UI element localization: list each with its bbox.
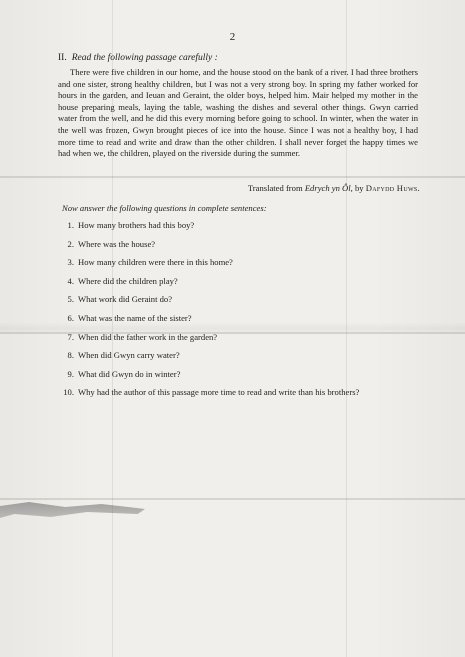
- fold-crease: [0, 498, 465, 500]
- reading-passage: There were five children in our home, and the house stood on the bank of a river. I had three brothers and one sister, strong healthy children, but I was not a very strong boy. In spring my father worked for hours in the garden, and Ieuan and Geraint, the older boys, helped him. Mair helped my mother in the house preparing meals, laying the table, washing the dishes and several other things. Gwyn carried water from the well, and he did this every morning before going to school. In winter, when the water in the well was frozen, Gwyn brought pieces of ice into the house. Since I was not a healthy boy, I had more time to read and write and draw than the other children. I shall never forget the happy times we had when we, the children, played on the riverside during the summer.: [58, 67, 418, 159]
- question-text: How many children were there in this home?: [78, 257, 233, 268]
- question-text: When did Gwyn carry water?: [78, 350, 180, 361]
- question-item: [60, 276, 440, 295]
- fold-crease: [0, 176, 465, 178]
- question-text: When did the father work in the garden?: [78, 331, 218, 342]
- question-item: [60, 369, 440, 388]
- question-number: 5.: [67, 294, 74, 305]
- question-text: Where was the house?: [78, 238, 156, 249]
- question-text: What did Gwyn do in winter?: [78, 368, 181, 379]
- question-number: 3.: [67, 257, 74, 268]
- question-text: Why had the author of this passage more time to read and write than his brothers?: [78, 387, 360, 398]
- question-number: 10.: [63, 387, 74, 398]
- question-item: [60, 220, 440, 239]
- instructions: Now answer the following questions in complete sentences:: [62, 203, 267, 213]
- page-number: 2: [229, 31, 236, 43]
- question-number: 1.: [67, 220, 74, 230]
- question-text: What was the name of the sister?: [78, 312, 192, 323]
- reading-section: [58, 53, 418, 160]
- question-number: 2.: [67, 238, 74, 249]
- question-item: [60, 257, 440, 276]
- question-text: Where did the children play?: [78, 275, 178, 286]
- question-item: [60, 294, 440, 313]
- question-list: [60, 220, 440, 406]
- question-number: 4.: [67, 275, 74, 286]
- question-item: [60, 350, 440, 369]
- question-item: [60, 387, 440, 406]
- attribution-author: Dafydd Huws.: [365, 183, 420, 193]
- attribution-by: by: [354, 183, 364, 193]
- question-text: What work did Geraint do?: [78, 294, 173, 305]
- question-number: 6.: [67, 312, 74, 323]
- question-item: [60, 313, 440, 332]
- question-number: 9.: [67, 368, 74, 379]
- attribution: [248, 183, 420, 193]
- question-text: How many brothers had this boy?: [78, 220, 195, 230]
- section-number: II.: [58, 53, 67, 63]
- question-item: [60, 332, 440, 351]
- attribution-source: Edrych yn Ôl,: [304, 183, 353, 193]
- section-heading: [58, 53, 418, 63]
- question-item: [60, 239, 440, 258]
- attribution-prefix: Translated from: [247, 183, 303, 193]
- question-number: 7.: [67, 331, 74, 342]
- section-title: Read the following passage carefully :: [71, 53, 218, 63]
- question-number: 8.: [67, 350, 74, 361]
